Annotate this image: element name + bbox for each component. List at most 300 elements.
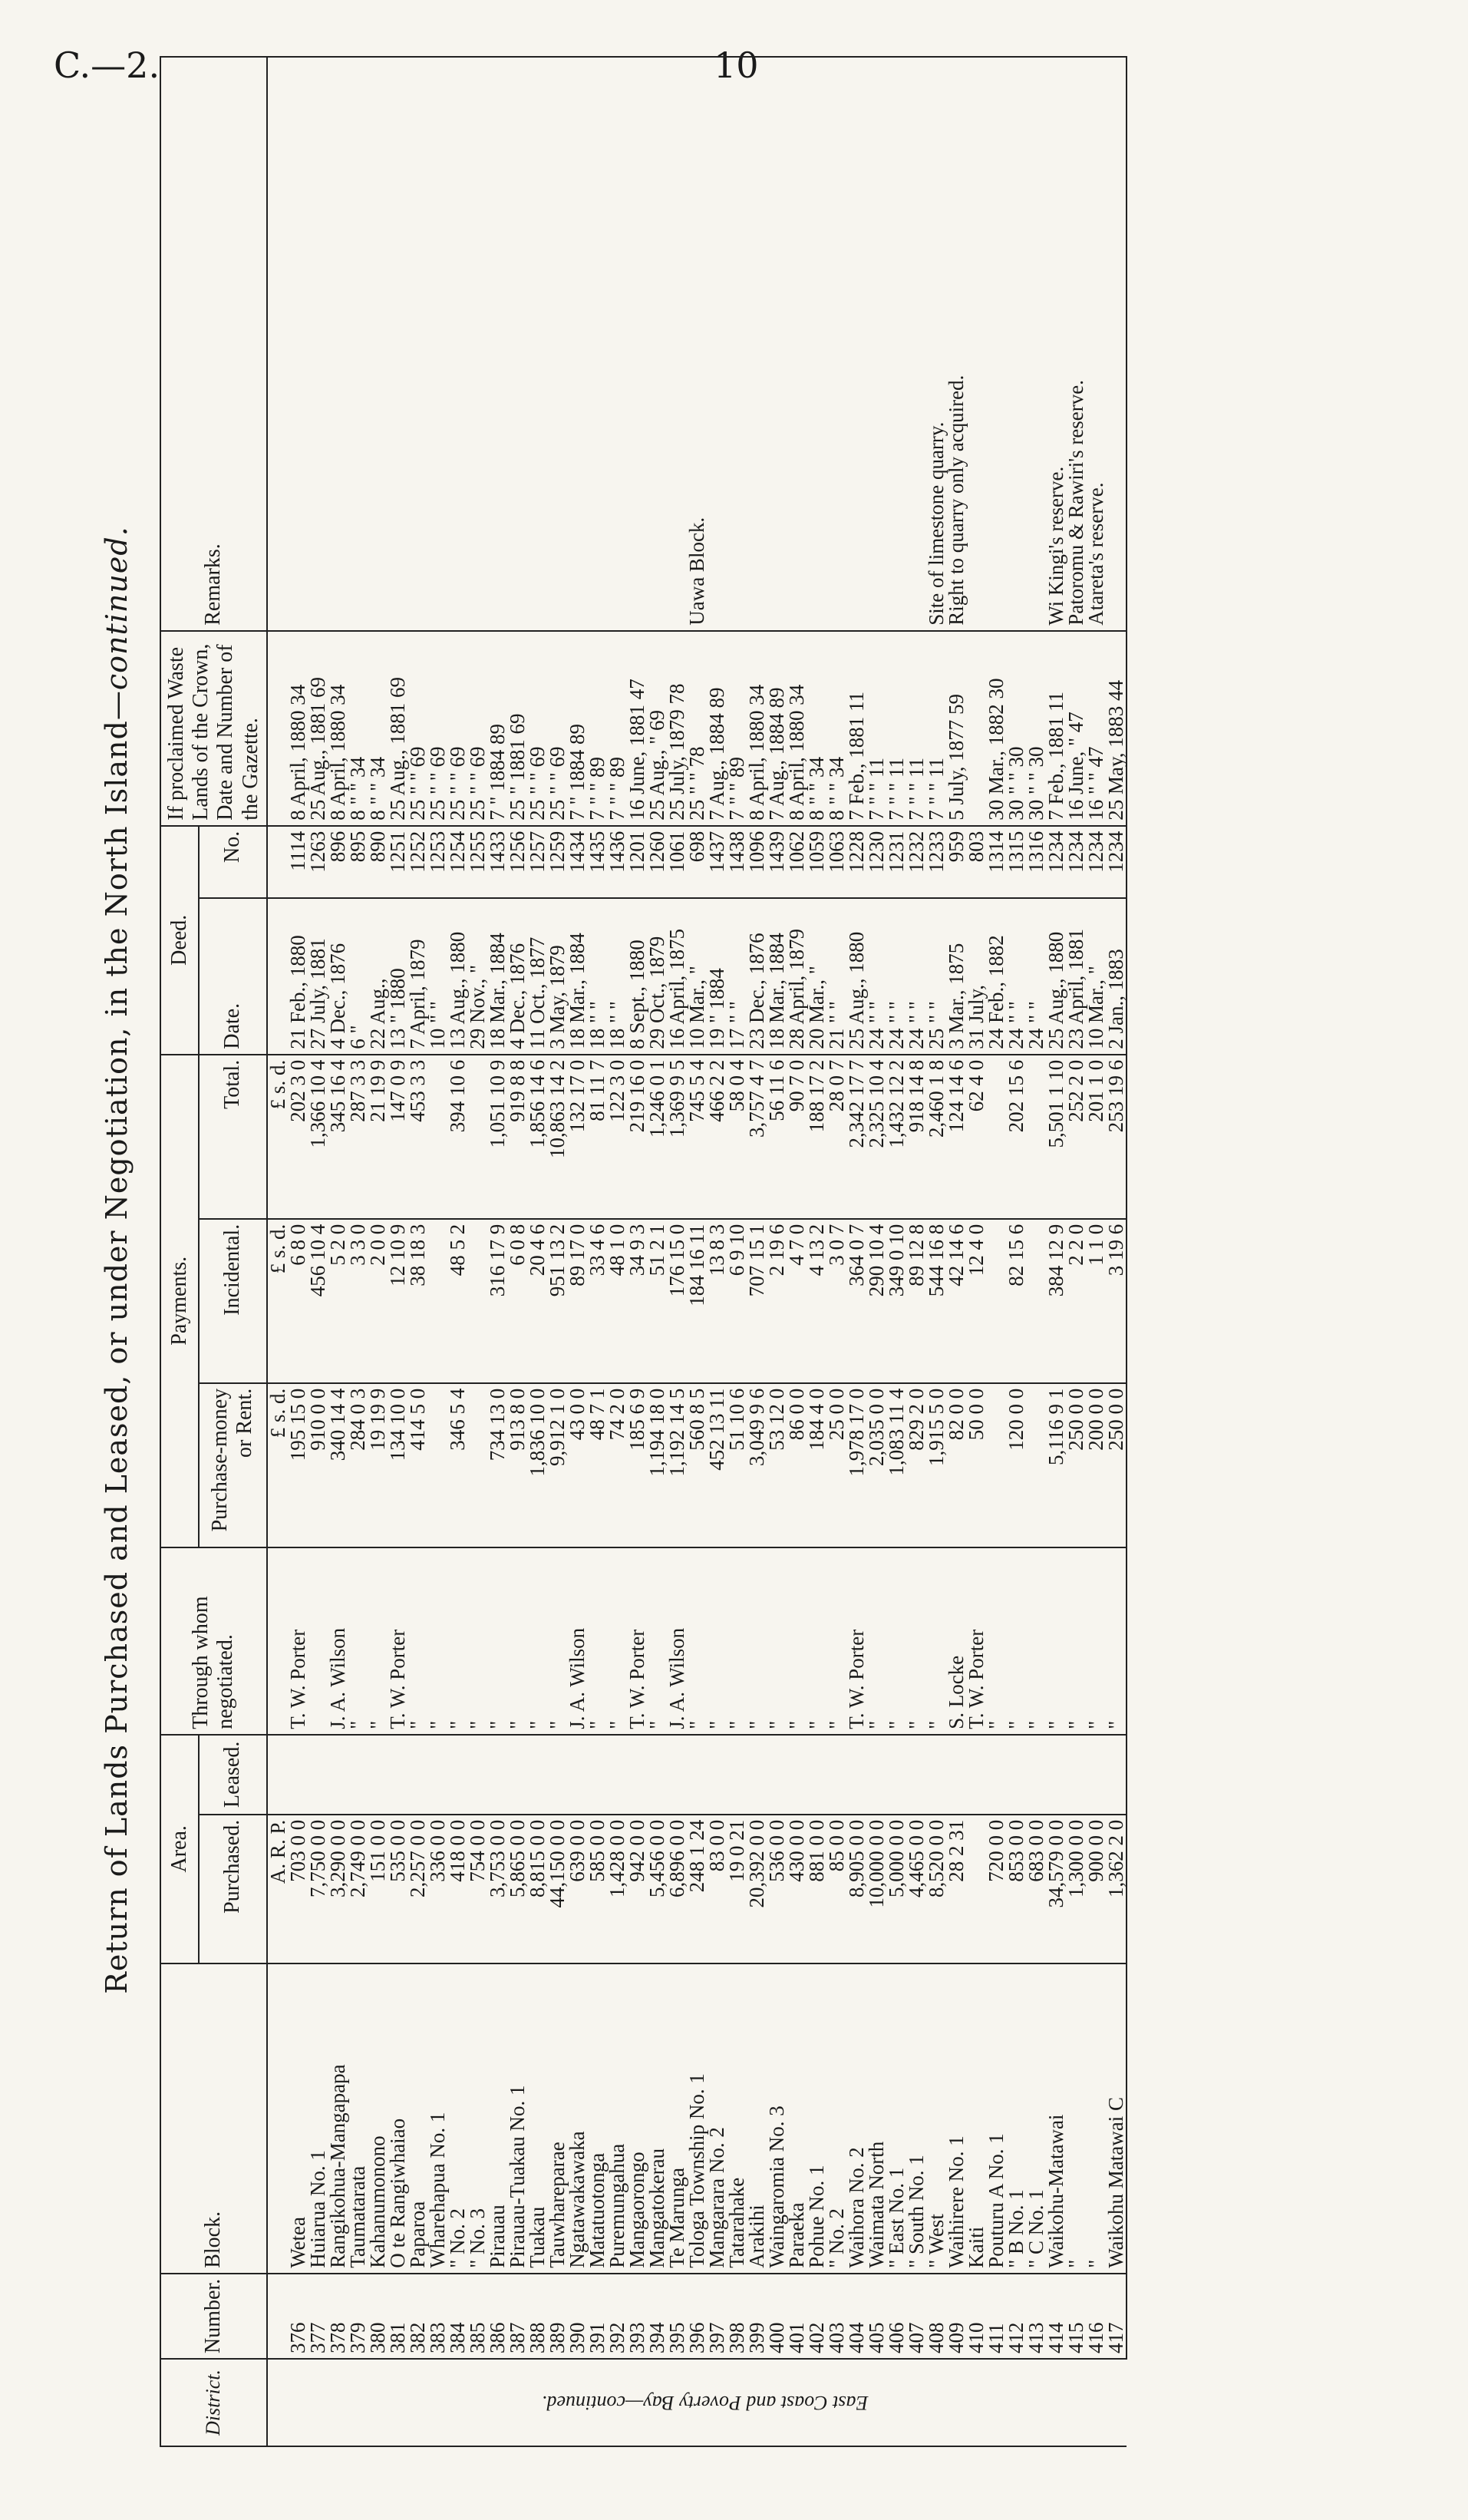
row-deed-date: 17 " " xyxy=(727,898,747,1055)
row-deed-date: 25 Aug., 1880 xyxy=(1046,898,1066,1055)
row-area: 1,300 0 0 xyxy=(1066,1815,1086,1963)
row-gazette: 5 July, 1877 59 xyxy=(946,631,966,826)
table-row xyxy=(1066,57,1086,2446)
row-remarks: Patoromu & Rawiri's reserve. xyxy=(1066,57,1086,631)
row-total: 453 3 3 xyxy=(407,1055,427,1219)
row-through: " xyxy=(767,1547,787,1735)
row-deed-no: 1439 xyxy=(767,826,787,898)
row-remarks xyxy=(487,57,507,631)
row-area: 4,465 0 0 xyxy=(906,1815,926,1963)
row-deed-date: 18 " " xyxy=(587,898,607,1055)
row-gazette: 7 Aug., 1884 89 xyxy=(767,631,787,826)
row-deed-date: 23 April, 1881 xyxy=(1066,898,1086,1055)
row-deed-date: 24 " " xyxy=(1006,898,1026,1055)
row-incidental: 89 17 0 xyxy=(567,1219,587,1383)
row-gazette: 7 " " 89 xyxy=(727,631,747,826)
row-area: 19 0 21 xyxy=(727,1815,747,1963)
row-through: " xyxy=(1066,1547,1086,1735)
row-deed-date: 21 " " xyxy=(826,898,846,1055)
row-leased xyxy=(288,1735,308,1815)
row-leased xyxy=(946,1735,966,1815)
row-area xyxy=(966,1815,986,1963)
row-purchase-money: 120 0 0 xyxy=(1006,1383,1026,1547)
row-deed-date: 19 " 1884 xyxy=(707,898,727,1055)
row-purchase-money: 184 4 0 xyxy=(807,1383,826,1547)
table-row xyxy=(826,57,846,2446)
row-number: 389 xyxy=(547,2274,567,2359)
row-total: 5,501 1 10 xyxy=(1046,1055,1066,1219)
row-leased xyxy=(926,1735,946,1815)
row-gazette: 7 " " 89 xyxy=(587,631,607,826)
row-leased xyxy=(787,1735,807,1815)
row-block: " South No. 1 xyxy=(906,1963,926,2274)
row-area: 3,753 0 0 xyxy=(487,1815,507,1963)
row-number: 402 xyxy=(807,2274,826,2359)
row-leased xyxy=(1066,1735,1086,1815)
row-through: " xyxy=(926,1547,946,1735)
col-date: Date. xyxy=(199,898,267,1055)
row-number: 397 xyxy=(707,2274,727,2359)
row-area: 5,456 0 0 xyxy=(647,1815,667,1963)
row-deed-date: 6 " xyxy=(348,898,368,1055)
row-remarks xyxy=(407,57,427,631)
row-total: 58 0 4 xyxy=(727,1055,747,1219)
row-gazette: 7 " " 11 xyxy=(866,631,886,826)
col-block: Block. xyxy=(160,1963,267,2274)
row-number: 407 xyxy=(906,2274,926,2359)
row-incidental: 176 15 0 xyxy=(667,1219,687,1383)
row-leased xyxy=(826,1735,846,1815)
row-block: Pirauau-Tuakau No. 1 xyxy=(507,1963,527,2274)
row-remarks xyxy=(467,57,487,631)
row-incidental: 48 1 0 xyxy=(607,1219,627,1383)
row-through: " xyxy=(906,1547,926,1735)
row-block: Rangikohua-Mangapapa xyxy=(328,1963,348,2274)
row-leased xyxy=(328,1735,348,1815)
row-remarks xyxy=(707,57,727,631)
row-remarks xyxy=(507,57,527,631)
row-purchase-money: 5,116 9 1 xyxy=(1046,1383,1066,1547)
row-deed-no: 1230 xyxy=(866,826,886,898)
row-block: Waingaromia No. 3 xyxy=(767,1963,787,2274)
row-number: 382 xyxy=(407,2274,427,2359)
row-deed-date: 20 Mar., " xyxy=(807,898,826,1055)
row-area: 248 1 24 xyxy=(687,1815,707,1963)
row-number: 385 xyxy=(467,2274,487,2359)
row-deed-no: 1254 xyxy=(447,826,467,898)
row-through: " xyxy=(467,1547,487,1735)
row-area: 430 0 0 xyxy=(787,1815,807,1963)
row-total: 2,460 1 8 xyxy=(926,1055,946,1219)
row-deed-no: 1251 xyxy=(388,826,407,898)
row-remarks: Uawa Block. xyxy=(687,57,707,631)
table-row xyxy=(846,57,866,2446)
row-deed-no: 1114 xyxy=(288,826,308,898)
table-row xyxy=(567,57,587,2446)
row-deed-date: 24 " " xyxy=(906,898,926,1055)
row-through: " xyxy=(527,1547,547,1735)
row-deed-date: 27 July, 1881 xyxy=(308,898,328,1055)
row-total: 1,366 10 4 xyxy=(308,1055,328,1219)
row-purchase-money: 1,836 10 0 xyxy=(527,1383,547,1547)
row-remarks xyxy=(1006,57,1026,631)
table-row xyxy=(447,57,467,2446)
row-gazette: 7 " " 11 xyxy=(926,631,946,826)
row-leased xyxy=(966,1735,986,1815)
money-units-total: £ s. d. xyxy=(267,1055,288,1219)
row-block: Kaiti xyxy=(966,1963,986,2274)
row-deed-no: 895 xyxy=(348,826,368,898)
row-number: 409 xyxy=(946,2274,966,2359)
row-deed-date: 13 Aug., 1880 xyxy=(447,898,467,1055)
row-purchase-money: 913 8 0 xyxy=(507,1383,527,1547)
row-through: " xyxy=(707,1547,727,1735)
row-block: Wharehapua No. 1 xyxy=(427,1963,447,2274)
row-deed-no: 1434 xyxy=(567,826,587,898)
row-deed-date: 4 Dec., 1876 xyxy=(507,898,527,1055)
row-deed-date: 16 April, 1875 xyxy=(667,898,687,1055)
row-leased xyxy=(348,1735,368,1815)
row-incidental: 316 17 9 xyxy=(487,1219,507,1383)
row-total: 466 2 2 xyxy=(707,1055,727,1219)
district-cell xyxy=(288,2359,1127,2446)
row-through: T. W. Porter xyxy=(627,1547,647,1735)
row-gazette: 25 " " 69 xyxy=(527,631,547,826)
row-purchase-money: 50 0 0 xyxy=(966,1383,986,1547)
row-remarks xyxy=(308,57,328,631)
table-row xyxy=(407,57,427,2446)
row-gazette: 25 Aug., 1881 69 xyxy=(388,631,407,826)
row-remarks: Right to quarry only acquired. xyxy=(946,57,966,631)
row-block: Tuakau xyxy=(527,1963,547,2274)
row-remarks xyxy=(886,57,906,631)
row-incidental: 5 2 0 xyxy=(328,1219,348,1383)
row-area: 44,150 0 0 xyxy=(547,1815,567,1963)
row-number: 398 xyxy=(727,2274,747,2359)
col-area: Area. xyxy=(160,1735,199,1963)
row-number: 396 xyxy=(687,2274,707,2359)
row-gazette: 8 April, 1880 34 xyxy=(328,631,348,826)
row-through: " xyxy=(1046,1547,1066,1735)
row-through: " xyxy=(807,1547,826,1735)
table-row xyxy=(767,57,787,2446)
row-block: " West xyxy=(926,1963,946,2274)
row-leased xyxy=(687,1735,707,1815)
row-gazette: 25 " " 78 xyxy=(687,631,707,826)
row-through: J. A. Wilson xyxy=(667,1547,687,1735)
row-area: 703 0 0 xyxy=(288,1815,308,1963)
row-purchase-money: 1,194 18 0 xyxy=(647,1383,667,1547)
row-deed-date: 3 May, 1879 xyxy=(547,898,567,1055)
row-deed-no: 1201 xyxy=(627,826,647,898)
row-deed-date: 11 Oct., 1877 xyxy=(527,898,547,1055)
row-deed-no: 890 xyxy=(368,826,388,898)
row-gazette: 25 May, 1883 44 xyxy=(1106,631,1127,826)
row-total: 147 0 9 xyxy=(388,1055,407,1219)
row-purchase-money: 74 2 0 xyxy=(607,1383,627,1547)
row-incidental xyxy=(1026,1219,1046,1383)
table-row xyxy=(607,57,627,2446)
row-total: 132 17 0 xyxy=(567,1055,587,1219)
row-leased xyxy=(707,1735,727,1815)
money-units-inc: £ s. d. xyxy=(267,1219,288,1383)
row-total: 90 7 0 xyxy=(787,1055,807,1219)
col-incidental: Incidental. xyxy=(199,1219,267,1383)
row-purchase-money xyxy=(427,1383,447,1547)
row-leased xyxy=(427,1735,447,1815)
row-number: 413 xyxy=(1026,2274,1046,2359)
row-through: " xyxy=(407,1547,427,1735)
row-through: " xyxy=(487,1547,507,1735)
row-through: S. Locke xyxy=(946,1547,966,1735)
table-row xyxy=(886,57,906,2446)
row-deed-no: 1062 xyxy=(787,826,807,898)
row-remarks xyxy=(906,57,926,631)
row-remarks xyxy=(527,57,547,631)
row-leased xyxy=(388,1735,407,1815)
row-deed-date: 31 July, xyxy=(966,898,986,1055)
row-total: 122 3 0 xyxy=(607,1055,627,1219)
table-row xyxy=(966,57,986,2446)
row-deed-date: 24 " " xyxy=(866,898,886,1055)
row-number: 410 xyxy=(966,2274,986,2359)
row-purchase-money: 200 0 0 xyxy=(1086,1383,1106,1547)
row-gazette: 25 " " 69 xyxy=(407,631,427,826)
row-block: Pouturu A No. 1 xyxy=(986,1963,1006,2274)
units-leased-cell xyxy=(267,1735,288,1815)
row-through: J. A. Wilson xyxy=(328,1547,348,1735)
row-deed-no: 1259 xyxy=(547,826,567,898)
row-remarks xyxy=(727,57,747,631)
row-total: 2,325 10 4 xyxy=(866,1055,886,1219)
row-remarks xyxy=(607,57,627,631)
row-deed-no: 1063 xyxy=(826,826,846,898)
row-leased xyxy=(627,1735,647,1815)
row-block: Puremungahua xyxy=(607,1963,627,2274)
row-gazette: 8 " " 34 xyxy=(826,631,846,826)
row-purchase-money: 829 2 0 xyxy=(906,1383,926,1547)
row-leased xyxy=(1106,1735,1127,1815)
row-number: 414 xyxy=(1046,2274,1066,2359)
row-gazette: 25 Aug., " 69 xyxy=(647,631,667,826)
row-gazette xyxy=(966,631,986,826)
row-incidental: 51 2 1 xyxy=(647,1219,667,1383)
row-incidental: 3 3 0 xyxy=(348,1219,368,1383)
row-gazette: 7 Aug., 1884 89 xyxy=(707,631,727,826)
row-purchase-money: 1,978 17 0 xyxy=(846,1383,866,1547)
row-gazette: 25 July, 1879 78 xyxy=(667,631,687,826)
row-through: " xyxy=(447,1547,467,1735)
row-purchase-money: 9,912 1 0 xyxy=(547,1383,567,1547)
row-leased xyxy=(906,1735,926,1815)
row-gazette: 8 " " 34 xyxy=(368,631,388,826)
row-number: 393 xyxy=(627,2274,647,2359)
row-total: 1,246 0 1 xyxy=(647,1055,667,1219)
row-incidental: 4 7 0 xyxy=(787,1219,807,1383)
row-deed-no: 1228 xyxy=(846,826,866,898)
row-leased xyxy=(986,1735,1006,1815)
row-remarks xyxy=(846,57,866,631)
row-through: " xyxy=(427,1547,447,1735)
row-incidental: 456 10 4 xyxy=(308,1219,328,1383)
row-leased xyxy=(1046,1735,1066,1815)
row-area: 1,362 2 0 xyxy=(1106,1815,1127,1963)
row-number: 390 xyxy=(567,2274,587,2359)
row-number: 386 xyxy=(487,2274,507,2359)
page-number: 10 xyxy=(714,45,759,86)
col-district: District. xyxy=(160,2359,267,2446)
row-block: O te Rangiwhaiao xyxy=(388,1963,407,2274)
row-incidental: 3 19 6 xyxy=(1106,1219,1127,1383)
row-through: " xyxy=(507,1547,527,1735)
row-block: Tatarahake xyxy=(727,1963,747,2274)
row-leased xyxy=(447,1735,467,1815)
row-remarks xyxy=(986,57,1006,631)
table-row xyxy=(388,57,407,2446)
row-purchase-money: 340 14 4 xyxy=(328,1383,348,1547)
row-purchase-money: 1,915 5 0 xyxy=(926,1383,946,1547)
row-gazette: 30 " " 30 xyxy=(1006,631,1026,826)
row-gazette: 25 " " 69 xyxy=(467,631,487,826)
row-purchase-money xyxy=(467,1383,487,1547)
units-block-cell xyxy=(267,1963,288,2274)
row-total: 201 1 0 xyxy=(1086,1055,1106,1219)
row-deed-date: 4 Dec., 1876 xyxy=(328,898,348,1055)
row-purchase-money: 452 13 11 xyxy=(707,1383,727,1547)
row-area: 2,749 0 0 xyxy=(348,1815,368,1963)
row-total: 919 8 8 xyxy=(507,1055,527,1219)
row-area: 7,750 0 0 xyxy=(308,1815,328,1963)
row-leased xyxy=(607,1735,627,1815)
row-block: " No. 2 xyxy=(447,1963,467,2274)
row-purchase-money: 414 5 0 xyxy=(407,1383,427,1547)
row-gazette: 25 " " 69 xyxy=(447,631,467,826)
row-gazette: 8 April, 1880 34 xyxy=(787,631,807,826)
table-body xyxy=(267,57,1127,2446)
row-incidental: 364 0 7 xyxy=(846,1219,866,1383)
row-block: " East No. 1 xyxy=(886,1963,906,2274)
row-deed-date: 28 April, 1879 xyxy=(787,898,807,1055)
row-gazette: 30 " " 30 xyxy=(1026,631,1046,826)
row-gazette: 8 April, 1880 34 xyxy=(288,631,308,826)
row-total: 219 16 0 xyxy=(627,1055,647,1219)
row-total: 21 19 9 xyxy=(368,1055,388,1219)
table-row xyxy=(507,57,527,2446)
table-row xyxy=(288,57,308,2446)
row-deed-no: 1436 xyxy=(607,826,627,898)
row-area: 5,000 0 0 xyxy=(886,1815,906,1963)
row-deed-no: 698 xyxy=(687,826,707,898)
row-block: Waihirere No. 1 xyxy=(946,1963,966,2274)
row-number: 384 xyxy=(447,2274,467,2359)
row-area: 83 0 0 xyxy=(707,1815,727,1963)
row-leased xyxy=(747,1735,767,1815)
row-leased xyxy=(866,1735,886,1815)
row-total: 202 3 0 xyxy=(288,1055,308,1219)
row-gazette: 30 Mar., 1882 30 xyxy=(986,631,1006,826)
row-deed-date: 18 Mar., 1884 xyxy=(487,898,507,1055)
row-area: 20,392 0 0 xyxy=(747,1815,767,1963)
row-leased xyxy=(547,1735,567,1815)
row-gazette: 7 " " 11 xyxy=(906,631,926,826)
row-remarks xyxy=(547,57,567,631)
row-leased xyxy=(727,1735,747,1815)
row-incidental: 13 8 3 xyxy=(707,1219,727,1383)
row-number: 379 xyxy=(348,2274,368,2359)
district-label: East Coast and Poverty Bay—continued. xyxy=(542,2392,869,2414)
row-number: 411 xyxy=(986,2274,1006,2359)
table-row xyxy=(467,57,487,2446)
row-remarks: Site of limestone quarry. xyxy=(926,57,946,631)
row-area: 6,896 0 0 xyxy=(667,1815,687,1963)
row-deed-no: 1433 xyxy=(487,826,507,898)
row-through: " xyxy=(1006,1547,1026,1735)
row-deed-no: 959 xyxy=(946,826,966,898)
units-gazette-cell xyxy=(267,631,288,826)
row-through: T. W. Porter xyxy=(288,1547,308,1735)
row-remarks xyxy=(348,57,368,631)
row-remarks xyxy=(567,57,587,631)
row-through: T. W. Porter xyxy=(388,1547,407,1735)
row-block: Taumatarata xyxy=(348,1963,368,2274)
row-purchase-money: 134 10 0 xyxy=(388,1383,407,1547)
row-area: 8,815 0 0 xyxy=(527,1815,547,1963)
row-total: 188 17 2 xyxy=(807,1055,826,1219)
area-units: A. R. P. xyxy=(267,1815,288,1963)
row-purchase-money: 2,035 0 0 xyxy=(866,1383,886,1547)
row-total: 81 11 7 xyxy=(587,1055,607,1219)
row-purchase-money: 25 0 0 xyxy=(826,1383,846,1547)
col-purchased: Purchased. xyxy=(199,1815,267,1963)
row-deed-date: 10 Mar., " xyxy=(1086,898,1106,1055)
row-area: 720 0 0 xyxy=(986,1815,1006,1963)
table-row xyxy=(1006,57,1026,2446)
row-deed-no: 1316 xyxy=(1026,826,1046,898)
row-area: 28 2 31 xyxy=(946,1815,966,1963)
row-number: 394 xyxy=(647,2274,667,2359)
row-through: " xyxy=(368,1547,388,1735)
row-through: " xyxy=(607,1547,627,1735)
row-remarks xyxy=(427,57,447,631)
row-gazette: 8 " " 34 xyxy=(807,631,826,826)
row-deed-date: 10 Mar., " xyxy=(687,898,707,1055)
row-purchase-money: 560 8 5 xyxy=(687,1383,707,1547)
row-through: T. W. Porter xyxy=(966,1547,986,1735)
row-remarks xyxy=(787,57,807,631)
col-number: Number. xyxy=(160,2274,267,2359)
row-deed-no: 1260 xyxy=(647,826,667,898)
row-incidental: 82 15 6 xyxy=(1006,1219,1026,1383)
row-incidental: 48 5 2 xyxy=(447,1219,467,1383)
table-row xyxy=(547,57,567,2446)
row-leased xyxy=(667,1735,687,1815)
row-leased xyxy=(807,1735,826,1815)
row-area: 85 0 0 xyxy=(826,1815,846,1963)
row-total: 62 4 0 xyxy=(966,1055,986,1219)
row-block: " xyxy=(1086,1963,1106,2274)
row-deed-no: 1435 xyxy=(587,826,607,898)
row-number: 404 xyxy=(846,2274,866,2359)
row-deed-no: 1061 xyxy=(667,826,687,898)
row-incidental: 33 4 6 xyxy=(587,1219,607,1383)
row-total: 394 10 6 xyxy=(447,1055,467,1219)
row-incidental: 20 4 6 xyxy=(527,1219,547,1383)
row-deed-date: 29 Oct., 1879 xyxy=(647,898,667,1055)
table-row xyxy=(1086,57,1106,2446)
row-number: 388 xyxy=(527,2274,547,2359)
table-row xyxy=(667,57,687,2446)
row-block: Waikohu Matawai C xyxy=(1106,1963,1127,2274)
